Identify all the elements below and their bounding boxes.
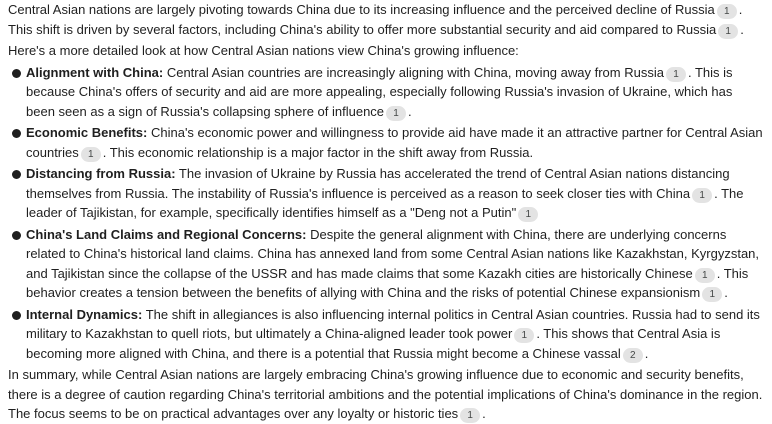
citation-chip[interactable]: 1: [666, 67, 686, 82]
citation-chip[interactable]: 1: [717, 4, 737, 19]
list-item: [8, 123, 764, 162]
point-text: .: [408, 103, 412, 119]
list-item: [8, 63, 764, 122]
point-title: Economic Benefits:: [26, 125, 148, 140]
point-text: Despite the general alignment with China, there are underlying concerns related to China's historical land claims. China has annexed land from some Central Asian nations like Kazakhstan, Kyrgyzstan, and Tajikistan since the collapse of the USSR and has made claims that some Kazakh cities are historically Chinese: [26, 226, 760, 281]
citation-chip[interactable]: 1: [695, 268, 715, 283]
citation-chip[interactable]: 1: [702, 287, 722, 302]
point-text: The shift in allegiances is also influencing internal politics in Central Asian countries. Russia had to send its military to Kazakhstan to quell riots, but ultimately a China-aligned leader took power: [26, 306, 760, 341]
list-item: [8, 164, 764, 223]
detail-heading: Here's a more detailed look at how Central Asian nations view China's growing influence:: [8, 43, 519, 58]
point-text: . This behavior creates a tension between the benefits of allying with China and the risks of potential Chinese expansionism: [26, 265, 749, 300]
citation-chip[interactable]: 1: [518, 207, 538, 222]
citation-chip[interactable]: 1: [81, 147, 101, 162]
bullet-icon: [12, 311, 21, 320]
intro-text-1: Central Asian nations are largely pivoting towards China due to its increasing influence and the perceived decline of Russia: [8, 2, 715, 17]
point-text: . This is because China's offers of security and aid are more appealing, especially following Russia's invasion of Ukraine, which has been seen as a sign of Russia's collapsing sphere of influence: [26, 64, 733, 119]
bullet-icon: [12, 129, 21, 138]
intro-text-2: . This shift is driven by several factors, including China's ability to offer more substantial security and aid compared to Russia: [8, 2, 743, 37]
point-text: The invasion of Ukraine by Russia has accelerated the trend of Central Asian nations distancing themselves from Russia. The instability of Russia's influence is perceived as a reason to seek closer ties with China: [26, 166, 730, 201]
list-item: [8, 305, 764, 364]
points-list: [8, 63, 764, 364]
point-title: Distancing from Russia:: [26, 166, 176, 181]
citation-chip[interactable]: 1: [514, 328, 534, 343]
point-text: . The leader of Tajikistan, for example, specifically identifies himself as a "Deng not a Putin": [26, 185, 744, 220]
point-text: China's economic power and willingness to provide aid have made it an attractive partner for Central Asian countries: [26, 125, 763, 160]
citation-chip[interactable]: 2: [623, 348, 643, 363]
summary-paragraph: [8, 365, 764, 424]
list-item: [8, 225, 764, 303]
citation-chip[interactable]: 1: [386, 106, 406, 121]
bullet-icon: [12, 231, 21, 240]
intro-text-3: .: [740, 21, 744, 37]
point-title: China's Land Claims and Regional Concerns:: [26, 226, 307, 242]
point-title: Internal Dynamics:: [26, 306, 143, 322]
citation-chip[interactable]: 1: [692, 188, 712, 203]
citation-chip[interactable]: 1: [460, 408, 480, 423]
point-text: .: [724, 285, 728, 300]
point-title: Alignment with China:: [26, 64, 164, 80]
summary-text-2: .: [482, 406, 486, 421]
point-text: . This economic relationship is a major factor in the shift away from Russia.: [102, 144, 534, 160]
point-text: . This shows that Central Asia is becoming more aligned with China, and there is a potential that Russia might become a Chinese vassal: [26, 326, 721, 361]
point-text: .: [644, 345, 649, 361]
citation-chip[interactable]: 1: [718, 24, 738, 39]
bullet-icon: [12, 170, 21, 179]
intro-paragraph: [8, 0, 764, 39]
summary-text-1: In summary, while Central Asian nations are largely embracing China's growing influence due to economic and security benefits, there is a degree of caution regarding China's territorial ambitions and the potential implications of China's dominance in the region. The focus seems to be on practical advantages over any loyalty or historic ties: [8, 367, 763, 421]
bullet-icon: [12, 69, 21, 78]
point-text: Central Asian countries are increasingly aligning with China, moving away from Russia: [163, 64, 664, 80]
